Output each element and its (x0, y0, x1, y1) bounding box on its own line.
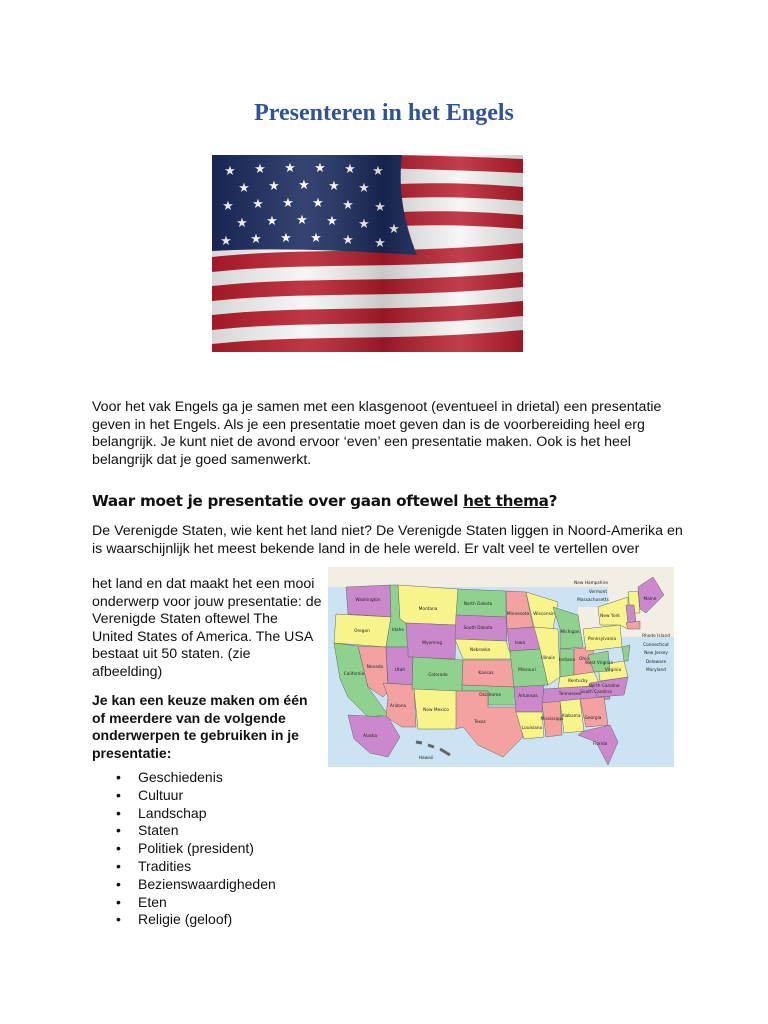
state-label: West Virginia (584, 661, 614, 666)
state-label: New Hampshire (574, 581, 608, 586)
heading-underlined-term: het thema (463, 492, 549, 510)
flag-graphic (212, 155, 523, 352)
body-paragraph-top: De Verenigde Staten, wie kent het land niet? De Verenigde Staten liggen in Noord-Amerika en is waarschijnlijk het meest bekende land in de hele wereld. Er valt veel te vertellen over (92, 523, 683, 557)
state-label: Connecticut (643, 643, 669, 648)
state-label: Delaware (645, 660, 667, 665)
state-label: Nebraska (469, 648, 491, 653)
state-label: Arizona (389, 704, 407, 709)
state-label: Virginia (604, 668, 622, 673)
state-label: Pennsylvania (587, 637, 617, 642)
bullet-icon: • (116, 857, 121, 874)
bullet-icon: • (116, 786, 121, 803)
state-label: Alaska (362, 734, 378, 739)
state-label: Ohio (579, 657, 589, 662)
choice-heading: Je kan een keuze maken om één of meerdere van de volgende onderwerpen te gebruiken in je presentatie: (92, 692, 308, 761)
state-label: New Jersey (644, 651, 668, 656)
state-label: Tennessee (558, 692, 582, 697)
state-label: Iowa (514, 641, 526, 646)
state-label: Washington (355, 598, 381, 603)
list-item (116, 876, 276, 894)
heading-question-mark: ? (548, 492, 558, 510)
bullet-icon: • (116, 804, 121, 821)
state-label: New York (600, 614, 620, 619)
state-label: Oregon (354, 629, 370, 634)
topic-list (116, 769, 276, 929)
topic-label: Religie (geloof) (138, 911, 233, 928)
usa-states-map (328, 567, 674, 767)
state-label: Colorado (428, 673, 448, 678)
state-label: Kansas (478, 671, 494, 676)
state-label: Georgia (584, 716, 602, 721)
bullet-icon: • (116, 840, 121, 857)
state-label: Texas (474, 720, 486, 725)
state-label: Rhode Island (642, 634, 670, 639)
section-heading (92, 492, 557, 510)
state-label: Arkansas (518, 694, 538, 699)
state-label: Massachusetts (577, 598, 609, 603)
state-label: North Dakota (463, 602, 493, 607)
bullet-icon: • (116, 822, 121, 839)
american-flag-image (212, 155, 523, 352)
state-label: Missouri (518, 668, 536, 673)
usa-map-graphic (328, 567, 674, 767)
list-item (116, 805, 276, 823)
state-label: Nevada (366, 665, 384, 670)
state-label: Hawaii (418, 756, 434, 761)
list-item (116, 840, 276, 858)
state-label: Mississippi (540, 717, 564, 722)
list-item (116, 894, 276, 912)
heading-text: Waar moet je presentatie over gaan oftewel (92, 492, 464, 510)
bullet-icon: • (116, 769, 121, 785)
bullet-icon: • (116, 911, 121, 928)
list-item (116, 787, 276, 805)
state-label: California (343, 672, 365, 677)
topic-label: Geschiedenis (138, 769, 223, 785)
state-label: Wyoming (421, 641, 443, 646)
list-item (116, 822, 276, 840)
state-label: Louisiana (521, 726, 543, 731)
state-label: Minnesota (506, 612, 530, 617)
body-paragraph-side: het land en dat maakt het een mooi onderwerp voor jouw presentatie: de Verenigde Staten oftewel The United States of America. The USA bestaat uit 50 staten. (zie afbeelding) (92, 576, 322, 680)
topic-label: Staten (138, 822, 179, 839)
list-item (116, 858, 276, 876)
list-item (116, 911, 276, 929)
bullet-icon: • (116, 875, 121, 892)
state-label: Florida (592, 742, 608, 747)
state-label: Maryland (646, 668, 666, 673)
topic-label: Landschap (138, 804, 207, 821)
topic-label: Politiek (president) (138, 840, 254, 857)
state-label: South Carolina (580, 690, 612, 695)
state-label: South Dakota (463, 626, 493, 631)
topic-label: Eten (138, 893, 167, 910)
topic-label: Bezienswaardigheden (138, 875, 276, 892)
state-label: Michigan (560, 630, 580, 635)
state-label: Indiana (559, 658, 575, 663)
state-label: North Carolina (588, 684, 620, 689)
page-title: Presenteren in het Engels (254, 100, 514, 126)
state-label: Vermont (588, 590, 608, 595)
topic-label: Cultuur (138, 786, 184, 803)
state-label: New Mexico (423, 708, 449, 713)
state-label: Montana (418, 607, 438, 612)
state-label: Utah (394, 668, 406, 673)
state-label: Alabama (561, 714, 581, 719)
topic-label: Tradities (138, 857, 192, 874)
state-label: Wisconsin (533, 612, 555, 617)
state-label: Maine (643, 597, 657, 602)
state-label: Illinois (541, 656, 555, 661)
state-label: Oklahoma (479, 693, 501, 698)
state-label: Kentucky (568, 679, 588, 684)
state-label: Idaho (392, 628, 404, 633)
intro-paragraph: Voor het vak Engels ga je samen met een klasgenoot (eventueel in drietal) een presentatie geven in het Engels. Als je een presentatie moet geven dan is de voorbereiding heel erg belangrijk. Je kunt niet de avond ervoor ‘even’ een presentatie maken. Ook is het heel belangrijk dat je goed samenwerkt. (92, 399, 662, 468)
bullet-icon: • (116, 893, 121, 910)
list-item (116, 769, 276, 787)
